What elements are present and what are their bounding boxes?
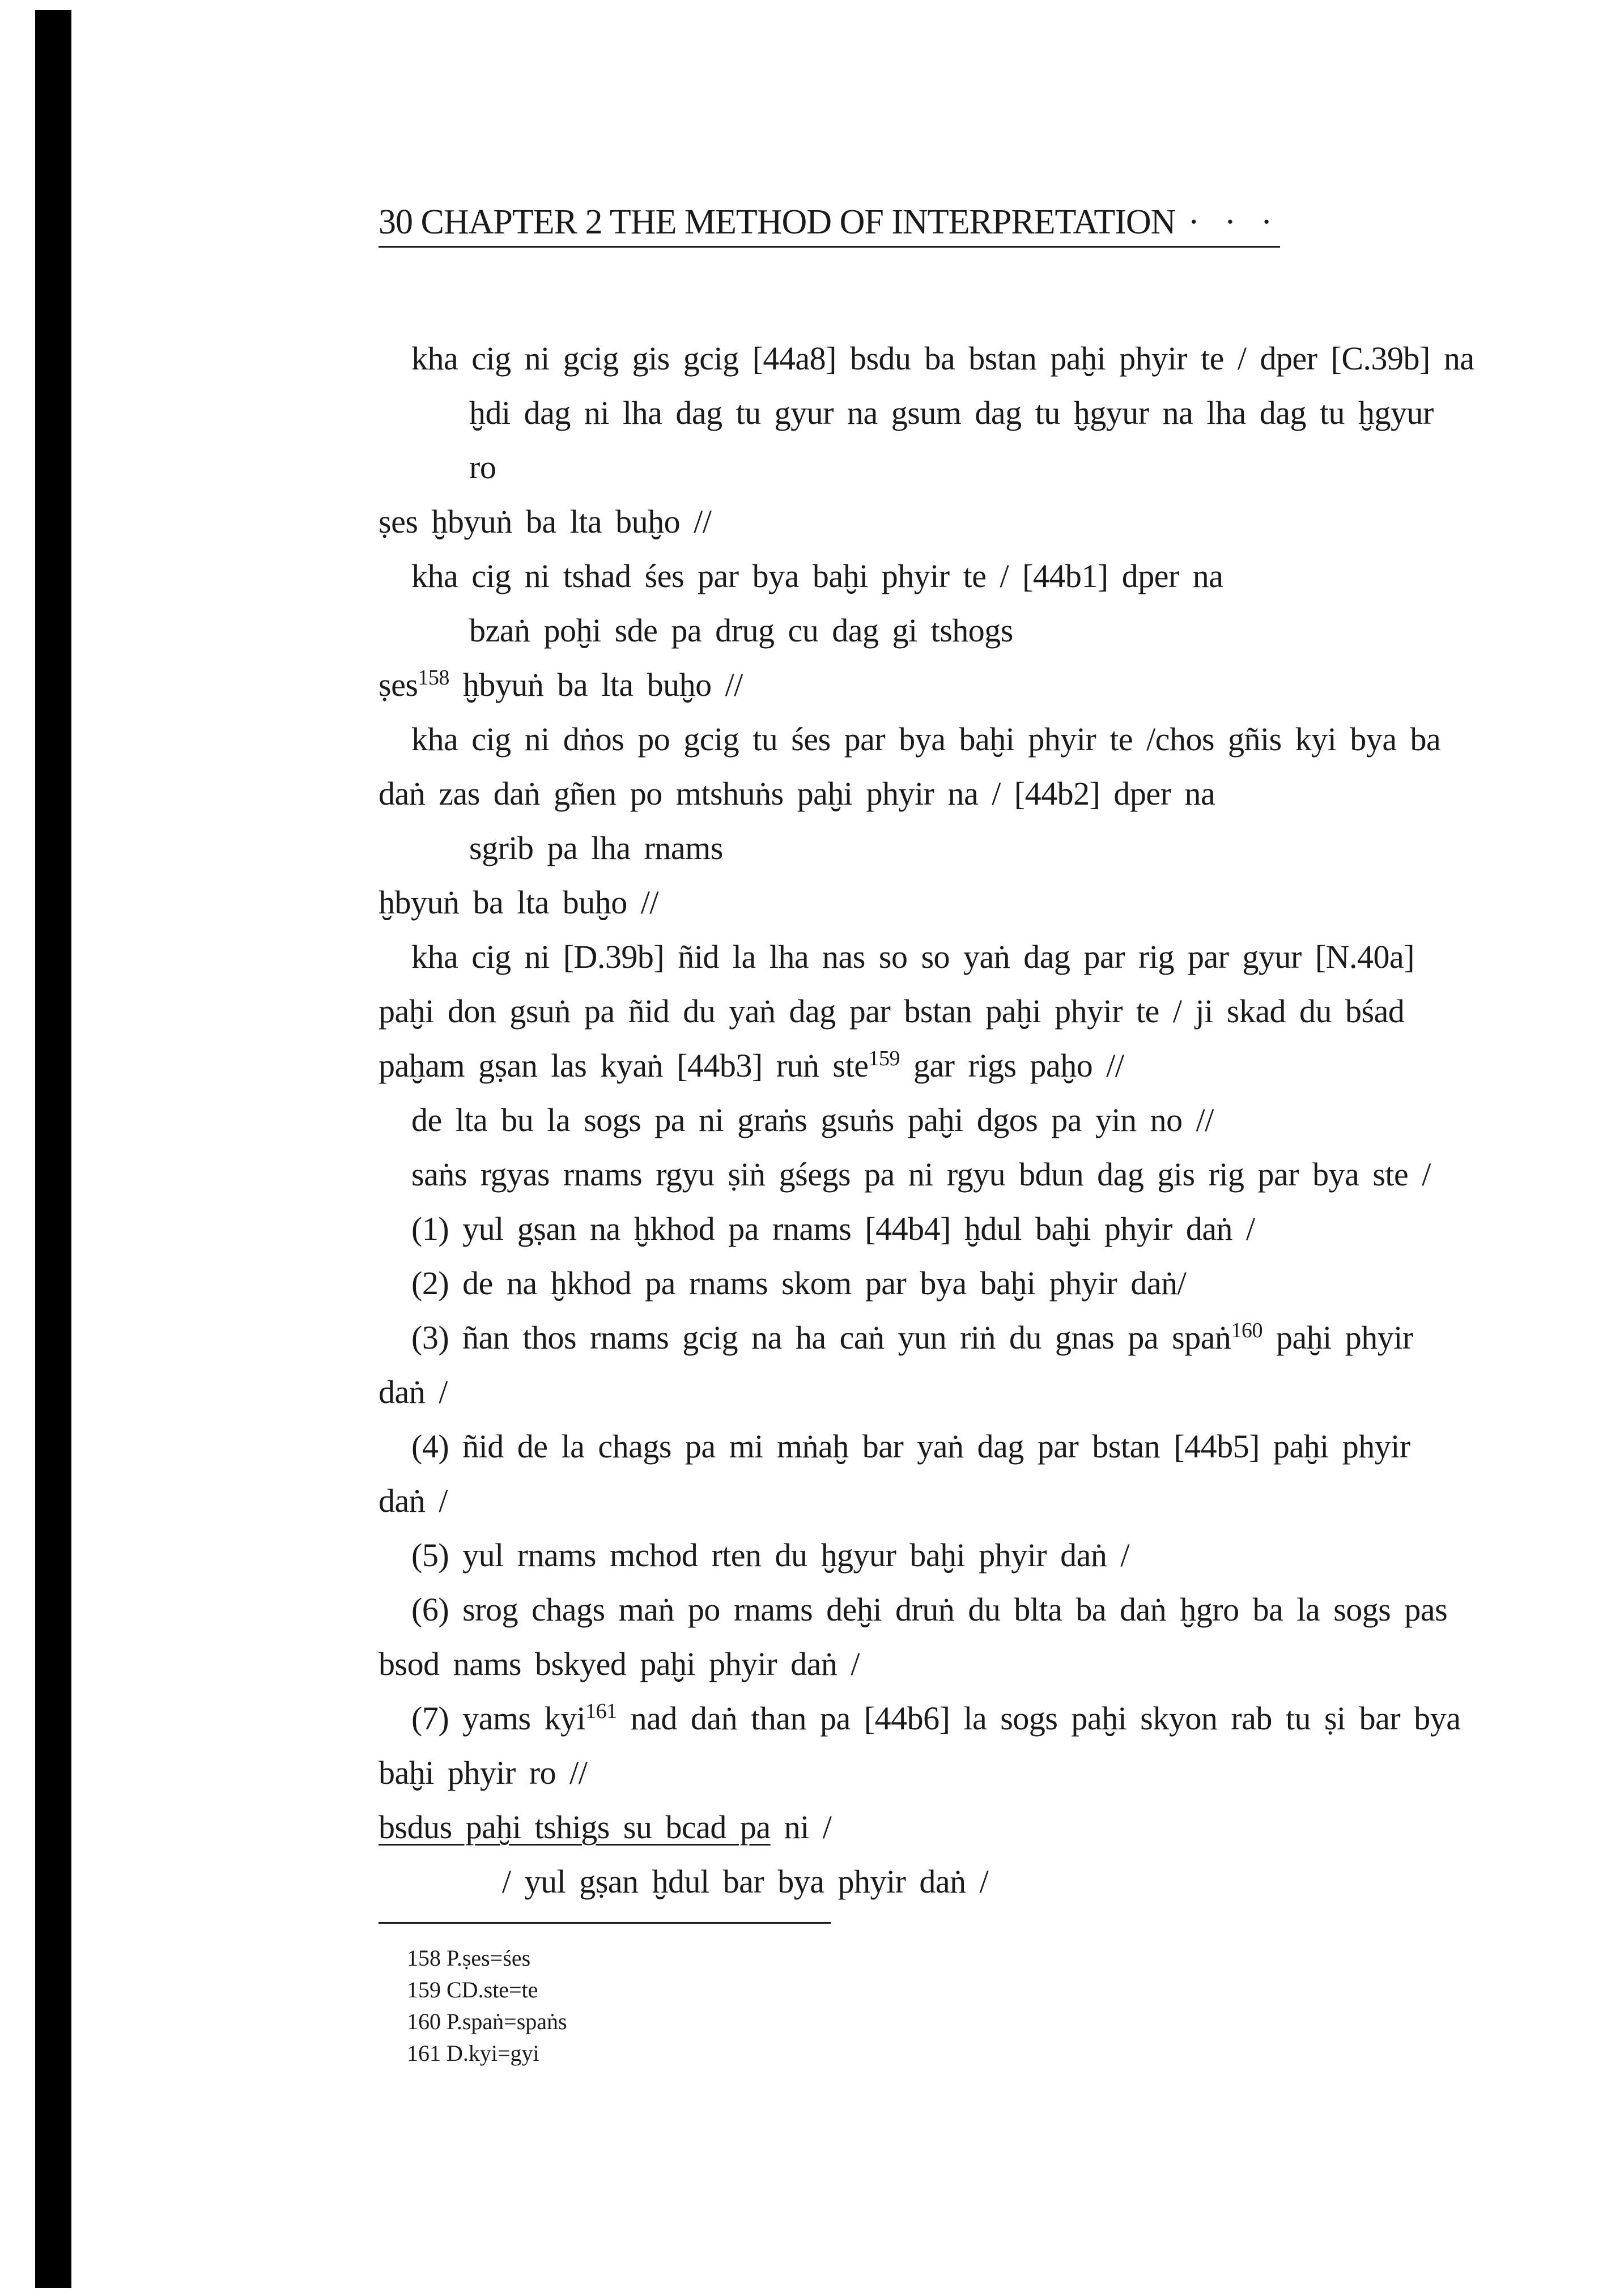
text-line [379, 1746, 1483, 1800]
line-text: paḫi don gsuṅ pa ñid du yaṅ dag par bstan paḫi phyir te / ji skad du bśad [379, 993, 1405, 1030]
line-text: kha cig ni tshad śes par bya baḫi phyir te / [44b1] dper na [411, 558, 1223, 594]
footnote-marker: 160 [1231, 1319, 1262, 1342]
footnote: 158 P.ṣes=śes [407, 1945, 531, 1971]
line-text: (4) ñid de la chags pa mi mṅaḫ bar yaṅ dag par bstan [44b5] paḫi phyir [411, 1428, 1410, 1465]
line-text: de lta bu la sogs pa ni graṅs gsuṅs paḫi dgos pa yin no // [411, 1102, 1214, 1138]
footnote: 161 D.kyi=gyi [407, 2040, 539, 2066]
footnote-marker: 161 [585, 1699, 617, 1723]
line-text: / yul gṣan ḫdul bar bya phyir daṅ / [502, 1863, 989, 1900]
text-line [379, 386, 1483, 440]
line-text: (5) yul rnams mchod rten du ḫgyur baḫi phyir daṅ / [411, 1537, 1129, 1574]
line-text: daṅ / [379, 1482, 448, 1519]
text-line [379, 1256, 1483, 1311]
line-text: bzaṅ poḫi sde pa drug cu dag gi tshogs [469, 612, 1013, 649]
line-text: ḫdi dag ni lha dag tu gyur na gsum dag tu ḫgyur na lha dag tu ḫgyur [469, 394, 1434, 431]
line-text: ṣes [379, 666, 418, 703]
line-text-continued: nad daṅ than pa [44b6] la sogs paḫi skyon rab tu ṣi bar bya [617, 1700, 1461, 1737]
text-line [379, 875, 1483, 930]
text-line [379, 603, 1483, 658]
text-line [379, 331, 1483, 386]
text-line [379, 549, 1483, 603]
text-line [379, 1528, 1483, 1583]
line-text: kha cig ni gcig gis gcig [44a8] bsdu ba bstan paḫi phyir te / dper [C.39b] na [411, 340, 1474, 377]
line-text: kha cig ni dṅos po gcig tu śes par bya baḫi phyir te /chos gñis kyi bya ba [411, 721, 1441, 758]
footnote-separator [379, 1922, 831, 1924]
text-line [379, 1365, 1483, 1419]
text-line [379, 1855, 1483, 1909]
header-ellipsis: · · · [1188, 203, 1281, 241]
text-line [379, 930, 1483, 984]
line-text: daṅ zas daṅ gñen po mtshuṅs paḫi phyir na / [44b2] dper na [379, 775, 1215, 812]
text-line [379, 767, 1483, 821]
text-line [379, 1691, 1483, 1746]
text-line [379, 1583, 1483, 1637]
line-text: kha cig ni [D.39b] ñid la lha nas so so yaṅ dag par rig par gyur [N.40a] [411, 938, 1415, 975]
line-text-continued: gar rigs paḫo // [899, 1047, 1124, 1084]
text-line [379, 1202, 1483, 1256]
line-text: (2) de na ḫkhod pa rnams skom par bya baḫi phyir daṅ/ [411, 1265, 1187, 1302]
footnote-marker: 159 [868, 1047, 900, 1070]
running-header [379, 199, 1280, 248]
text-line [379, 658, 1483, 712]
line-text: (1) yul gṣan na ḫkhod pa rnams [44b4] ḫdul baḫi phyir daṅ / [411, 1210, 1255, 1247]
line-text: paḫam gṣan las kyaṅ [44b3] ruṅ ste [379, 1047, 869, 1084]
text-line [379, 1419, 1483, 1474]
line-text: sgrib pa lha rnams [469, 830, 723, 866]
text-line [379, 1311, 1483, 1365]
text-line [379, 1039, 1483, 1093]
line-text: (6) srog chags maṅ po rnams deḫi druṅ du blta ba daṅ ḫgro ba la sogs pas [411, 1591, 1448, 1628]
text-line [379, 1147, 1483, 1202]
text-line [379, 712, 1483, 767]
chapter-title: CHAPTER 2 THE METHOD OF INTERPRETATION [420, 203, 1176, 241]
line-text-continued: ḫbyuṅ ba lta buḫo // [449, 666, 743, 703]
text-line [379, 1637, 1483, 1691]
line-text: (3) ñan thos rnams gcig na ha caṅ yun riṅ du gnas pa spaṅ [411, 1319, 1231, 1356]
line-text-continued: ni / [770, 1809, 832, 1846]
line-text: ṣes ḫbyuṅ ba lta buḫo // [379, 503, 712, 540]
text-line [379, 495, 1483, 549]
text-line [379, 821, 1483, 875]
text-line [379, 440, 1483, 495]
body-text [379, 331, 1483, 1909]
scan-binding-edge [35, 10, 71, 2288]
line-text: bsod nams bskyed paḫi phyir daṅ / [379, 1646, 860, 1682]
line-text: baḫi phyir ro // [379, 1754, 588, 1791]
line-text: ḫbyuṅ ba lta buḫo // [379, 884, 658, 921]
line-text-continued: paḫi phyir [1262, 1319, 1413, 1356]
underlined-heading: bsdus paḫi tshigs su bcad pa [379, 1809, 771, 1846]
line-text: ro [469, 449, 496, 486]
text-line [379, 1093, 1483, 1147]
footnotes [407, 1942, 567, 2069]
footnote: 160 P.spaṅ=spaṅs [407, 2009, 567, 2034]
text-line [379, 1800, 1483, 1855]
line-text: (7) yams kyi [411, 1700, 586, 1737]
footnote: 159 CD.ste=te [407, 1977, 538, 2002]
text-line [379, 1474, 1483, 1528]
line-text: daṅ / [379, 1374, 448, 1410]
footnote-marker: 158 [418, 666, 449, 690]
text-line [379, 984, 1483, 1039]
page-number: 30 [379, 203, 413, 241]
line-text: saṅs rgyas rnams rgyu ṣiṅ gśegs pa ni rgyu bdun dag gis rig par bya ste / [411, 1156, 1431, 1193]
